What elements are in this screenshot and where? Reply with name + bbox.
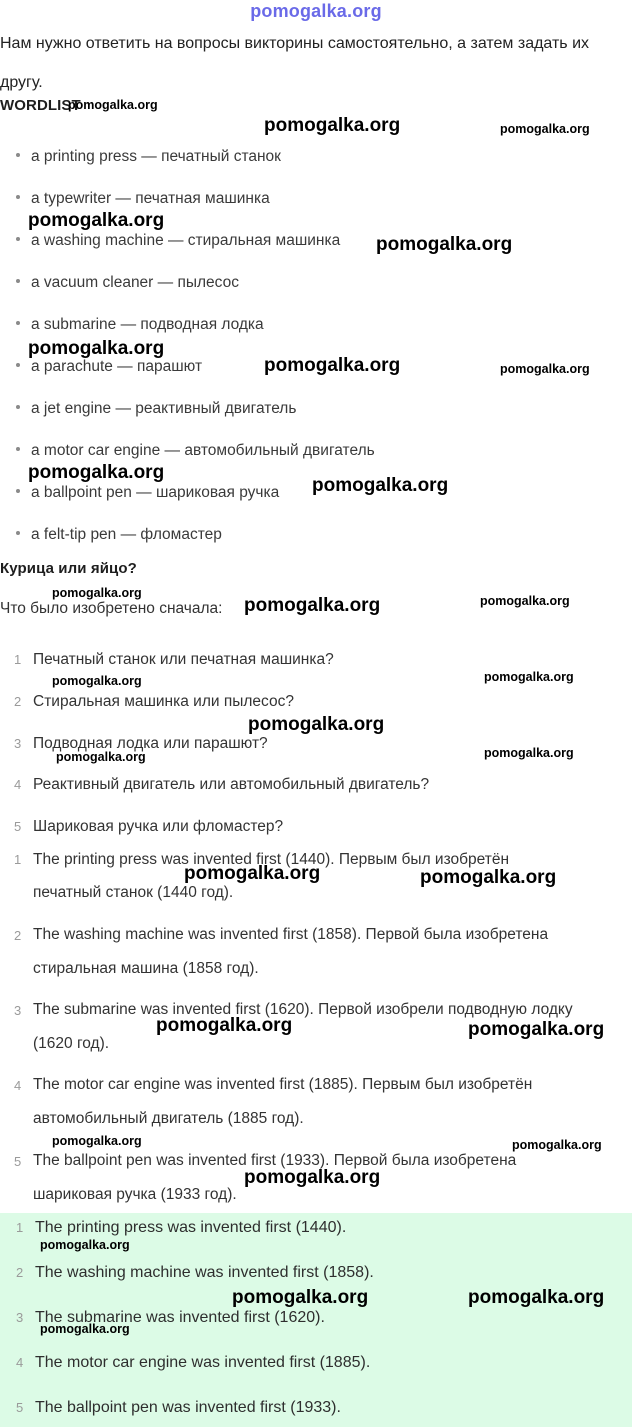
question-item: 1 Печатный станок или печатная машинка? bbox=[14, 651, 334, 668]
watermark: pomogalka.org bbox=[244, 1167, 381, 1188]
question-item: 3 Подводная лодка или парашют? bbox=[14, 735, 268, 752]
answer-line: шариковая ручка (1933 год). bbox=[33, 1186, 237, 1203]
question-item: 2 Стиральная машинка или пылесос? bbox=[14, 693, 294, 710]
answer-number: 2 bbox=[14, 928, 22, 943]
list-item: a vacuum cleaner — пылесос bbox=[16, 274, 239, 292]
list-item: a felt-tip pen — фломастер bbox=[16, 526, 222, 544]
watermark: pomogalka.org bbox=[468, 1287, 605, 1308]
watermark: pomogalka.org bbox=[156, 1015, 293, 1036]
list-item: a washing machine — стиральная машинка bbox=[16, 232, 340, 250]
bullet-icon bbox=[16, 447, 20, 451]
intro-text: Нам нужно ответить на вопросы викторины самостоятельно, а затем задать их другу. bbox=[0, 35, 590, 91]
list-item: a parachute — парашют bbox=[16, 358, 202, 376]
watermark: pomogalka.org bbox=[480, 594, 570, 608]
watermark: pomogalka.org bbox=[40, 1322, 130, 1336]
answer-number: 1 bbox=[14, 852, 22, 867]
watermark: pomogalka.org bbox=[232, 1287, 369, 1308]
watermark: pomogalka.org bbox=[500, 362, 590, 376]
bullet-icon bbox=[16, 363, 20, 367]
list-item: a submarine — подводная лодка bbox=[16, 316, 264, 334]
watermark: pomogalka.org bbox=[184, 863, 321, 884]
watermark: pomogalka.org bbox=[28, 210, 165, 231]
site-watermark-header: pomogalka.org bbox=[250, 1, 382, 21]
watermark: pomogalka.org bbox=[264, 115, 401, 136]
watermark: pomogalka.org bbox=[40, 1238, 130, 1252]
list-item: a motor car engine — автомобильный двигатель bbox=[16, 442, 375, 460]
answer-line: The ballpoint pen was invented first (1933). Первой была изобретена bbox=[33, 1152, 517, 1169]
watermark: pomogalka.org bbox=[52, 586, 142, 600]
bullet-icon bbox=[16, 237, 20, 241]
answer-line: The motor car engine was invented first (1885). Первым был изобретён bbox=[33, 1076, 533, 1093]
quiz-heading: Курица или яйцо? bbox=[0, 560, 137, 577]
question-item: 4 Реактивный двигатель или автомобильный двигатель? bbox=[14, 776, 430, 793]
final-answer-item: 4 The motor car engine was invented first (1885). bbox=[16, 1354, 371, 1371]
watermark: pomogalka.org bbox=[248, 714, 385, 735]
final-answer-item: 3 The submarine was invented first (1620). bbox=[16, 1309, 325, 1326]
final-answer-item: 1 The printing press was invented first (1440). bbox=[16, 1219, 347, 1236]
watermark: pomogalka.org bbox=[500, 122, 590, 136]
watermark: pomogalka.org bbox=[28, 338, 165, 359]
bullet-icon bbox=[16, 321, 20, 325]
list-item: a printing press — печатный станок bbox=[16, 148, 281, 166]
answer-line: The submarine was invented first (1620). Первой изобрели подводную лодку bbox=[33, 1001, 573, 1018]
answer-line: (1620 год). bbox=[33, 1035, 110, 1052]
watermark: pomogalka.org bbox=[56, 750, 146, 764]
watermark: pomogalka.org bbox=[312, 475, 449, 496]
quiz-prompt: Что было изобретено сначала: bbox=[0, 600, 223, 617]
question-item: 5 Шариковая ручка или фломастер? bbox=[14, 818, 284, 835]
watermark: pomogalka.org bbox=[264, 355, 401, 376]
watermark: pomogalka.org bbox=[376, 234, 513, 255]
watermark: pomogalka.org bbox=[244, 595, 381, 616]
watermark: pomogalka.org bbox=[28, 462, 165, 483]
wordlist-heading: WORDLIST bbox=[0, 97, 81, 114]
list-item: a jet engine — реактивный двигатель bbox=[16, 400, 296, 418]
watermark: pomogalka.org bbox=[484, 746, 574, 760]
final-answer-item: 5 The ballpoint pen was invented first (1933). bbox=[16, 1399, 341, 1416]
watermark: pomogalka.org bbox=[468, 1019, 605, 1040]
answer-line: автомобильный двигатель (1885 год). bbox=[33, 1110, 304, 1127]
watermark: pomogalka.org bbox=[52, 674, 142, 688]
bullet-icon bbox=[16, 279, 20, 283]
watermark: pomogalka.org bbox=[512, 1138, 602, 1152]
answer-line: The washing machine was invented first (1858). Первой была изобретена bbox=[33, 926, 549, 943]
bullet-icon bbox=[16, 405, 20, 409]
watermark: pomogalka.org bbox=[52, 1134, 142, 1148]
list-item: a ballpoint pen — шариковая ручка bbox=[16, 484, 279, 502]
answer-number: 3 bbox=[14, 1003, 22, 1018]
final-answer-item: 2 The washing machine was invented first (1858). bbox=[16, 1264, 374, 1281]
watermark: pomogalka.org bbox=[484, 670, 574, 684]
watermark: pomogalka.org bbox=[420, 867, 557, 888]
answer-line: стиральная машина (1858 год). bbox=[33, 960, 259, 977]
answer-number: 4 bbox=[14, 1078, 22, 1093]
answer-line: The printing press was invented first (1440). Первым был изобретён bbox=[33, 851, 510, 868]
answer-number: 5 bbox=[14, 1154, 22, 1169]
bullet-icon bbox=[16, 153, 20, 157]
bullet-icon bbox=[16, 195, 20, 199]
list-item: a typewriter — печатная машинка bbox=[16, 190, 270, 208]
bullet-icon bbox=[16, 489, 20, 493]
watermark: pomogalka.org bbox=[68, 98, 158, 112]
answer-line: печатный станок (1440 год). bbox=[33, 884, 234, 901]
bullet-icon bbox=[16, 531, 20, 535]
